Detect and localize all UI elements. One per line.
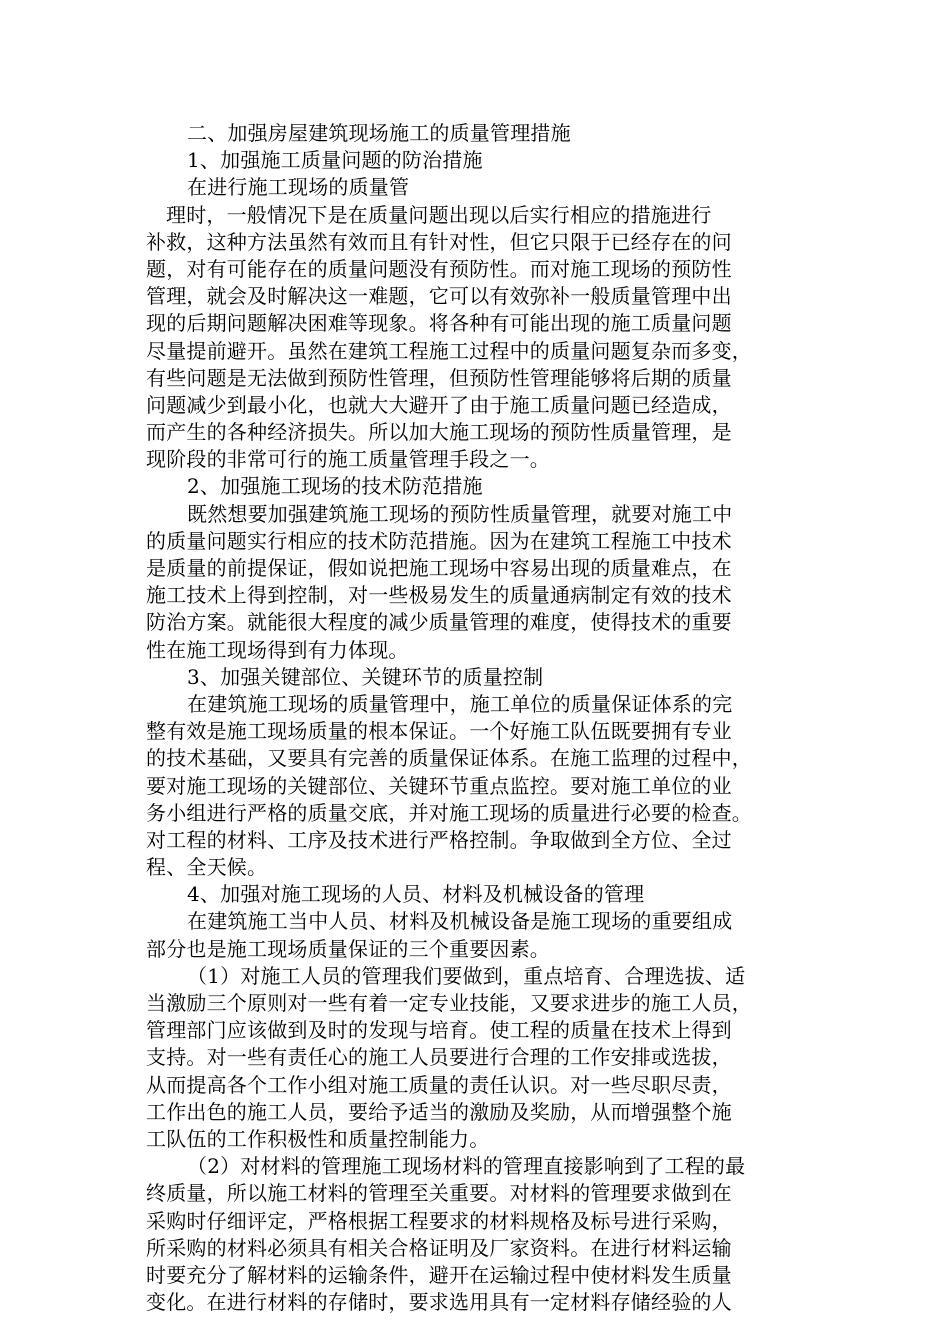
- text-line: 部分也是施工现场质量保证的三个重要因素。: [146, 936, 550, 961]
- text-line: 2、加强施工现场的技术防范措施: [187, 474, 483, 499]
- text-line: 工队伍的工作积极性和质量控制能力。: [146, 1126, 490, 1151]
- text-line: 终质量，所以施工材料的管理至关重要。对材料的管理要求做到在: [146, 1181, 732, 1206]
- text-line: 支持。对一些有责任心的施工人员要进行合理的工作安排或选拔，: [146, 1045, 732, 1070]
- text-line: 从而提高各个工作小组对施工质量的责任认识。对一些尽职尽责，: [146, 1072, 732, 1097]
- text-line: （1）对施工人员的管理我们要做到，重点培育、合理选拔、适: [187, 963, 746, 988]
- text-line: 而产生的各种经济损失。所以加大施工现场的预防性质量管理，是: [146, 420, 732, 445]
- text-line: 采购时仔细评定，严格根据工程要求的材料规格及标号进行采购，: [146, 1208, 732, 1233]
- text-line: 是质量的前提保证，假如说把施工现场中容易出现的质量难点，在: [146, 556, 732, 580]
- text-line: 现的后期问题解决困难等现象。将各种有可能出现的施工质量问题: [146, 311, 732, 336]
- text-line: 问题减少到最小化，也就大大避开了由于施工质量问题已经造成，: [146, 392, 732, 417]
- text-line: 管理部门应该做到及时的发现与培育。使工程的质量在技术上得到: [146, 1018, 732, 1043]
- text-line: 程、全天候。: [146, 855, 268, 880]
- text-line: 3、加强关键部位、关键环节的质量控制: [187, 664, 544, 689]
- text-line: 4、加强对施工现场的人员、材料及机械设备的管理: [187, 882, 645, 907]
- text-line: 整有效是施工现场质量的根本保证。一个好施工队伍既要拥有专业: [146, 719, 732, 744]
- text-line: 现阶段的非常可行的施工质量管理手段之一。: [146, 447, 550, 472]
- text-line: 务小组进行严格的质量交底，并对施工现场的质量进行必要的检查。: [146, 800, 752, 825]
- text-line: 有些问题是无法做到预防性管理，但预防性管理能够将后期的质量: [146, 365, 732, 390]
- text-line: 尽量提前避开。虽然在建筑工程施工过程中的质量问题复杂而多变，: [146, 338, 752, 363]
- text-line: 变化。在进行材料的存储时，要求选用具有一定材料存储经验的人: [146, 1290, 732, 1315]
- document-page: [146, 120, 806, 1316]
- text-line: 在进行施工现场的质量管: [187, 175, 410, 200]
- text-line: 防治方案。就能很大程度的减少质量管理的难度，使得技术的重要: [146, 610, 732, 635]
- text-line: 所采购的材料必须具有相关合格证明及厂家资料。在进行材料运输: [146, 1235, 732, 1260]
- text-line: 要对施工现场的关键部位、关键环节重点监控。要对施工单位的业: [146, 773, 732, 798]
- text-line: （2）对材料的管理施工现场材料的管理直接影响到了工程的最: [187, 1154, 746, 1179]
- text-line: 施工技术上得到控制，对一些极易发生的质量通病制定有效的技术: [146, 583, 732, 608]
- text-line: 时要充分了解材料的运输条件，避开在运输过程中使材料发生质量: [146, 1262, 732, 1287]
- text-line: 的质量问题实行相应的技术防范措施。因为在建筑工程施工中技术: [146, 528, 732, 553]
- text-line: 工作出色的施工人员，要给予适当的激励及奖励，从而增强整个施: [146, 1099, 732, 1124]
- text-line: 在建筑施工当中人员、材料及机械设备是施工现场的重要组成: [187, 909, 733, 934]
- text-line: 性在施工现场得到有力体现。: [146, 637, 409, 662]
- text-line: 理时，一般情况下是在质量问题出现以后实行相应的措施进行: [166, 202, 712, 227]
- text-line: 既然想要加强建筑施工现场的预防性质量管理，就要对施工中: [187, 501, 733, 526]
- text-line: 二、加强房屋建筑现场施工的质量管理措施: [187, 121, 571, 145]
- text-line: 当激励三个原则对一些有着一定专业技能，又要求进步的施工人员，: [146, 991, 752, 1015]
- text-line: 1、加强施工质量问题的防治措施: [187, 148, 483, 173]
- text-line: 题，对有可能存在的质量问题没有预防性。而对施工现场的预防性: [146, 256, 732, 281]
- text-line: 的技术基础，又要具有完善的质量保证体系。在施工监理的过程中，: [146, 746, 752, 771]
- text-line: 对工程的材料、工序及技术进行严格控制。争取做到全方位、全过: [146, 827, 732, 852]
- text-line: 在建筑施工现场的质量管理中，施工单位的质量保证体系的完: [187, 691, 733, 716]
- text-line: 管理，就会及时解决这一难题，它可以有效弥补一般质量管理中出: [146, 284, 732, 309]
- text-line: 补救，这种方法虽然有效而且有针对性，但它只限于已经存在的问: [146, 229, 732, 254]
